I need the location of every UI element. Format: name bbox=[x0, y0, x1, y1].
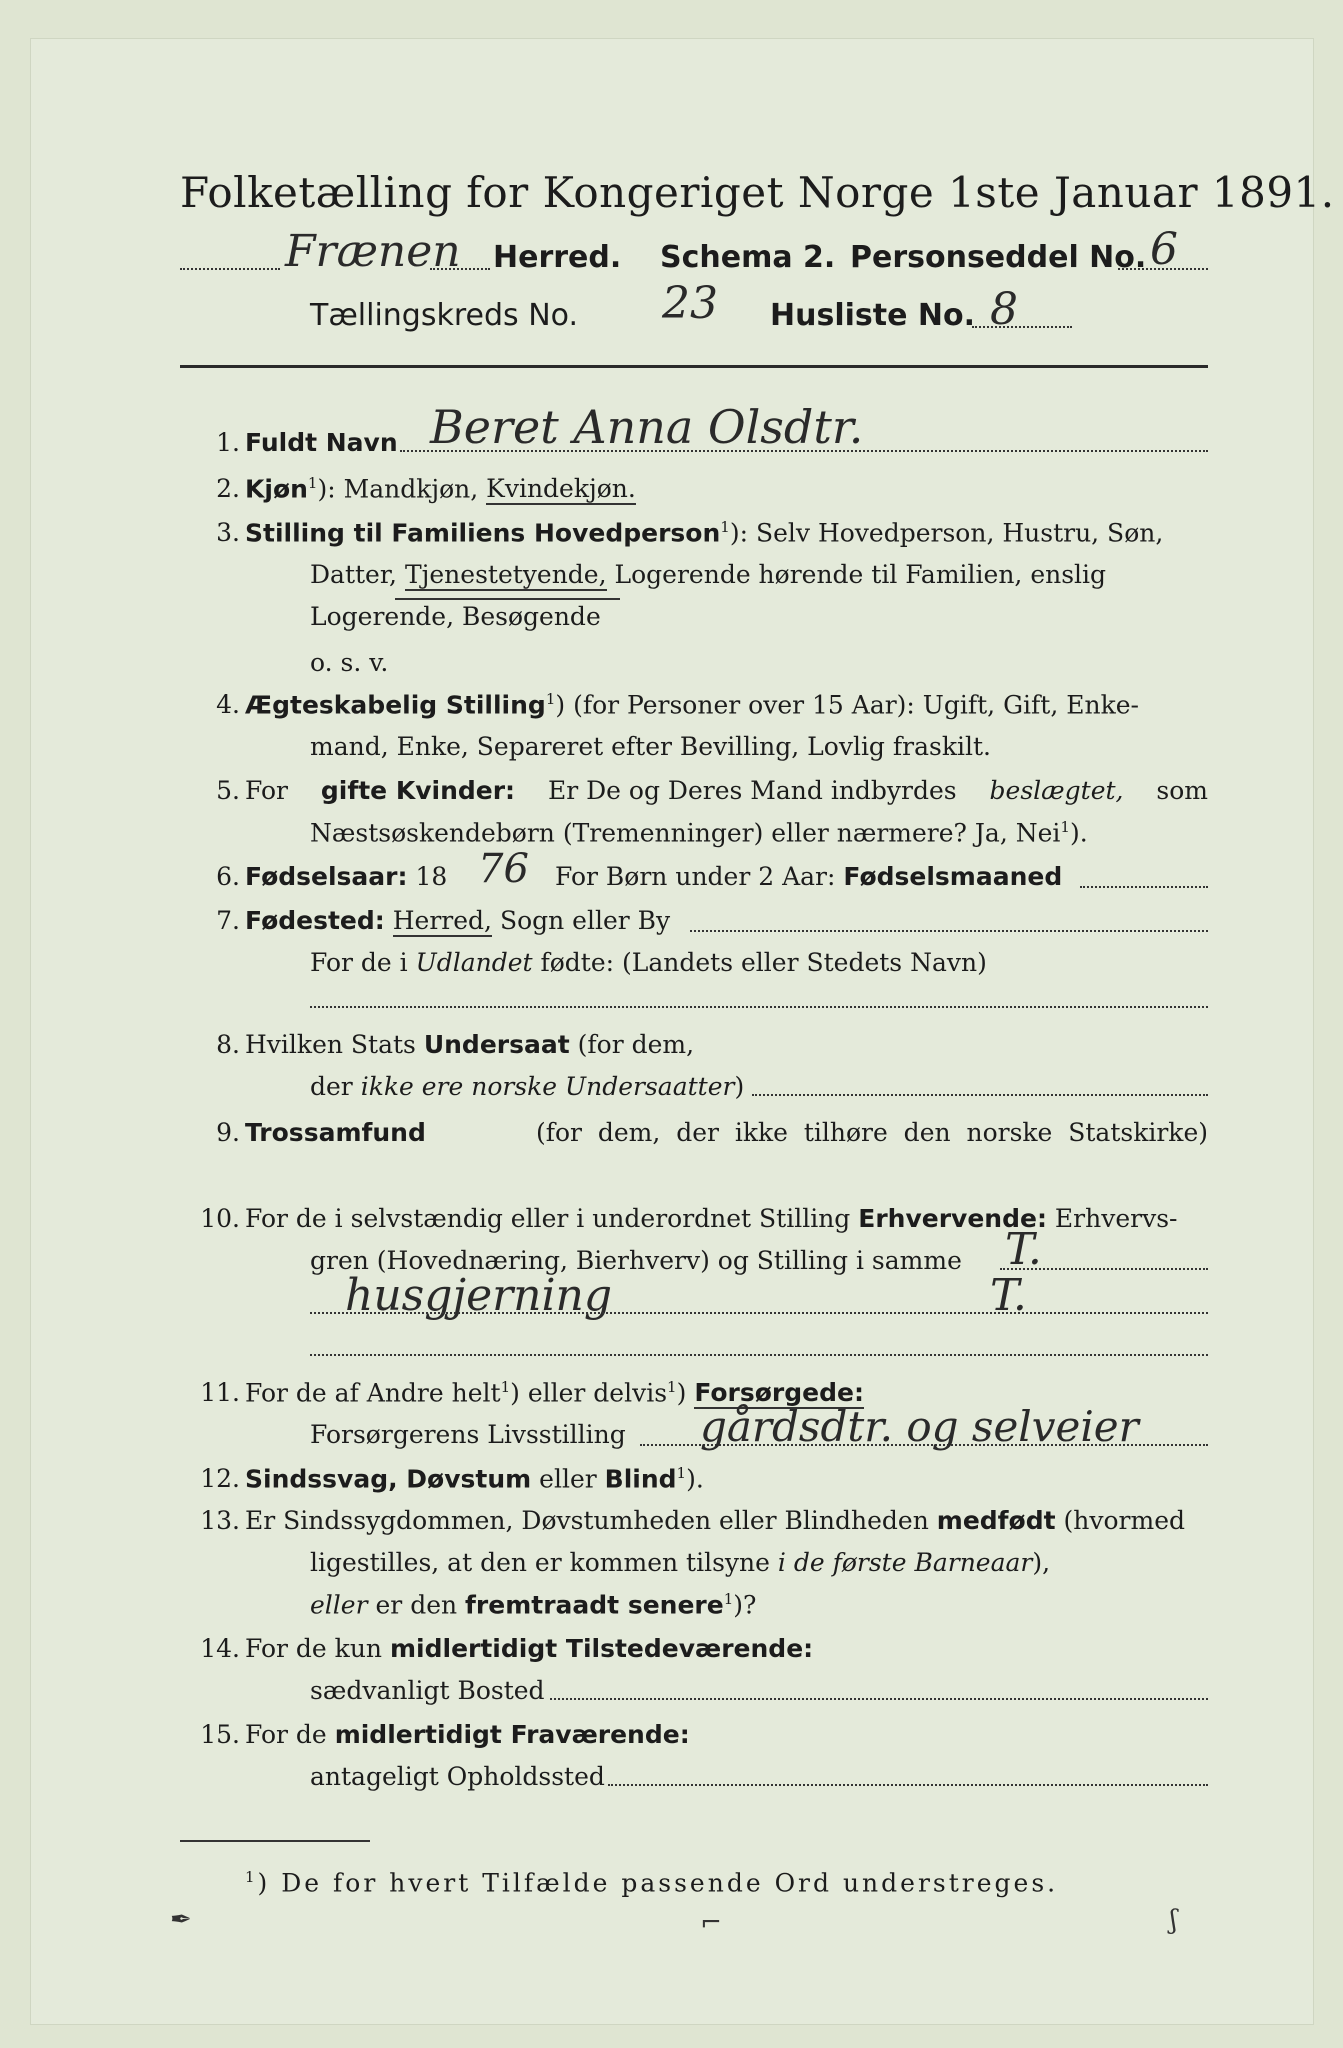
q8-line1 bbox=[245, 1030, 694, 1059]
dotted-leader bbox=[1000, 1268, 1208, 1270]
q6-prefix: 18 bbox=[415, 862, 448, 891]
q5-line2-text: Næstsøskendebørn (Tremenninger) eller nærmere? Ja, Nei bbox=[310, 818, 1061, 848]
q13-line3-b: er den bbox=[375, 1590, 458, 1620]
footnote-text: ) De for hvert Tilfælde passende Ord understreges. bbox=[257, 1868, 1059, 1898]
q14-b: midlertidigt Tilstedeværende: bbox=[389, 1634, 814, 1663]
q10-line2: gren (Hovednæring, Bierhverv) og Stilling i samme bbox=[310, 1246, 962, 1275]
husliste-value: 8 bbox=[990, 284, 1018, 335]
q11-d: Forsørgede: bbox=[694, 1378, 864, 1408]
q13-line1 bbox=[245, 1506, 1185, 1535]
dotted-leader bbox=[310, 1312, 1208, 1314]
q6-text: For Børn under 2 Aar: bbox=[555, 862, 836, 891]
q6-label2: Fødselsmaaned bbox=[843, 862, 1063, 891]
q4-label: Ægteskabelig Stilling bbox=[245, 690, 546, 720]
q10-c: Erhvervs- bbox=[1054, 1204, 1178, 1233]
q3-line3: Logerende, Besøgende bbox=[310, 602, 601, 631]
q15-b: midlertidigt Fraværende: bbox=[334, 1720, 690, 1749]
q9-number: 9. bbox=[216, 1118, 240, 1147]
q13-line3 bbox=[310, 1590, 756, 1619]
q13-line3-c: fremtraadt senere bbox=[465, 1590, 724, 1620]
ink-mark: ✒ bbox=[170, 1905, 192, 1935]
footnote bbox=[245, 1868, 1058, 1897]
q11-number: 11. bbox=[200, 1378, 240, 1407]
q13-line2 bbox=[310, 1548, 1050, 1577]
q5-sup: 1 bbox=[1060, 818, 1070, 836]
q14-a: For de kun bbox=[245, 1634, 383, 1663]
q1-number: 1. bbox=[216, 428, 240, 457]
ink-mark: ʃ bbox=[1170, 1905, 1178, 1935]
q10-a: For de i selvstændig eller i underordnet Stilling bbox=[245, 1204, 851, 1233]
q7-line2-a: For de i bbox=[310, 948, 408, 977]
dotted-leader bbox=[690, 930, 1208, 932]
q6-line bbox=[245, 862, 447, 891]
q13-end: )? bbox=[733, 1590, 757, 1620]
q4-line2: mand, Enke, Separeret efter Bevilling, Lovlig fraskilt. bbox=[310, 732, 991, 761]
form-title: Folketælling for Kongeriget Norge 1ste Januar 1891. bbox=[180, 168, 1335, 217]
header-divider bbox=[180, 365, 1208, 368]
q4-number: 4. bbox=[216, 690, 240, 719]
q1-value: Beret Anna Olsdtr. bbox=[430, 400, 864, 454]
q11-c: ) bbox=[676, 1378, 687, 1408]
q13-b: medfødt bbox=[936, 1506, 1056, 1535]
herred-value: Frænen bbox=[285, 226, 461, 277]
q5-line1 bbox=[245, 776, 1208, 805]
q2-text-a: ): Mandkjøn, bbox=[317, 474, 479, 504]
q2-label: Kjøn bbox=[245, 474, 308, 504]
q11-value: gårdsdtr. og selveier bbox=[700, 1402, 1139, 1451]
q7-b: Sogn eller By bbox=[499, 906, 671, 935]
q13-sup: 1 bbox=[723, 1590, 734, 1608]
schema-label: Schema 2. bbox=[660, 240, 836, 275]
q15-a: For de bbox=[245, 1720, 327, 1749]
personseddel-value: 6 bbox=[1150, 224, 1178, 275]
husliste-label: Husliste No. bbox=[770, 298, 975, 333]
q12-a: eller bbox=[539, 1464, 597, 1494]
q7-line2-c: fødte: (Landets eller Stedets Navn) bbox=[540, 948, 987, 977]
footnote-sup: 1 bbox=[245, 1868, 258, 1886]
q3-line1 bbox=[245, 518, 1163, 547]
q14-line1 bbox=[245, 1634, 813, 1663]
q13-line2-c: ), bbox=[1032, 1548, 1051, 1577]
q8-line2 bbox=[310, 1072, 744, 1101]
personseddel-label: Personseddel No. bbox=[850, 240, 1147, 275]
q11-b: ) eller delvis bbox=[510, 1378, 668, 1408]
q13-line3-a: eller bbox=[310, 1590, 368, 1620]
q8-c: (for dem, bbox=[577, 1030, 695, 1059]
q13-line2-a: ligestilles, at den er kommen tilsyne bbox=[310, 1548, 770, 1577]
q12-sup: 1 bbox=[676, 1464, 687, 1482]
q3-line2-c: Logerende hørende til Familien, enslig bbox=[614, 560, 1107, 589]
kreds-value: 23 bbox=[662, 278, 718, 329]
q15-number: 15. bbox=[200, 1720, 240, 1749]
q3-underline-stroke bbox=[395, 598, 620, 600]
q5-c: Er De og Deres Mand indbyrdes bbox=[547, 776, 957, 805]
q3-label: Stilling til Familiens Hovedperson bbox=[245, 518, 721, 548]
q3-line4: o. s. v. bbox=[310, 648, 389, 677]
q11-sup1: 1 bbox=[500, 1378, 511, 1396]
q6-label: Fødselsaar: bbox=[245, 862, 408, 891]
q3-line1-text: ): Selv Hovedperson, Hustru, Søn, bbox=[729, 518, 1164, 548]
q12-b: Blind bbox=[604, 1464, 677, 1494]
q10-value1: T. bbox=[1005, 1224, 1042, 1275]
q12-line bbox=[245, 1464, 704, 1493]
q8-a: Hvilken Stats bbox=[245, 1030, 416, 1059]
q13-number: 13. bbox=[200, 1506, 240, 1535]
q5-e: som bbox=[1156, 776, 1208, 805]
q8-line2-b: ikke ere norske Undersaatter bbox=[360, 1072, 735, 1101]
q12-number: 12. bbox=[200, 1464, 240, 1493]
q12-label: Sindssvag, Døvstum bbox=[245, 1464, 532, 1494]
q2-number: 2. bbox=[216, 474, 240, 503]
q7-line1 bbox=[245, 906, 670, 935]
q5-b: gifte Kvinder: bbox=[320, 776, 516, 805]
dotted-leader bbox=[608, 1784, 1208, 1786]
dotted-leader bbox=[1080, 886, 1208, 888]
dotted-leader bbox=[1118, 268, 1208, 270]
q12-end: ). bbox=[686, 1464, 704, 1494]
q8-line2-c: ) bbox=[734, 1072, 745, 1101]
q7-a: Herred, bbox=[392, 906, 492, 935]
q13-a: Er Sindssygdommen, Døvstumheden eller Blindheden bbox=[245, 1506, 929, 1535]
q5-end: ). bbox=[1069, 818, 1088, 848]
ink-mark: ⌐ bbox=[700, 1908, 722, 1938]
q14-number: 14. bbox=[200, 1634, 240, 1663]
q2-sup: 1 bbox=[307, 474, 318, 492]
q13-line2-b: i de første Barneaar bbox=[777, 1548, 1033, 1577]
q11-a: For de af Andre helt bbox=[245, 1378, 501, 1408]
q3-number: 3. bbox=[216, 518, 240, 547]
q11-sup2: 1 bbox=[667, 1378, 677, 1396]
q13-c: (hvormed bbox=[1063, 1506, 1186, 1535]
q5-d: beslægtet, bbox=[989, 776, 1124, 805]
dotted-leader bbox=[972, 326, 1072, 328]
q3-line2-a: Datter, bbox=[310, 560, 397, 589]
q5-a: For bbox=[245, 776, 288, 805]
q14-line2: sædvanligt Bosted bbox=[310, 1676, 545, 1705]
q2-line bbox=[245, 474, 636, 503]
q9-label: Trossamfund bbox=[245, 1118, 426, 1147]
q3-line2-b: Tjenestetyende, bbox=[404, 560, 607, 589]
q7-line2 bbox=[310, 948, 987, 977]
q4-line1 bbox=[245, 690, 1139, 719]
dotted-leader bbox=[550, 1698, 1208, 1700]
q15-line2: antageligt Opholdssted bbox=[310, 1762, 605, 1791]
q7-label: Fødested: bbox=[245, 906, 385, 935]
q11-line2: Forsørgerens Livsstilling bbox=[310, 1420, 626, 1449]
q6-value: 76 bbox=[478, 846, 529, 892]
q8-line2-a: der bbox=[310, 1072, 353, 1101]
dotted-leader bbox=[310, 1354, 1208, 1356]
herred-label: Herred. bbox=[493, 240, 622, 275]
q7-number: 7. bbox=[216, 906, 240, 935]
q8-number: 8. bbox=[216, 1030, 240, 1059]
q3-sup: 1 bbox=[720, 518, 730, 536]
q10-value3: T. bbox=[990, 1270, 1027, 1321]
q2-text-b: Kvindekjøn. bbox=[486, 474, 636, 504]
dotted-leader bbox=[752, 1094, 1208, 1096]
q10-b: Erhvervende: bbox=[858, 1204, 1047, 1233]
q10-value2: husgjerning bbox=[345, 1270, 613, 1321]
q6-number: 6. bbox=[216, 862, 240, 891]
footnote-rule bbox=[180, 1840, 370, 1842]
q10-number: 10. bbox=[200, 1204, 240, 1233]
q6-rest bbox=[555, 862, 1062, 891]
q9-text: (for dem, der ikke tilhøre den norske Statskirke) bbox=[535, 1118, 1208, 1147]
kreds-label: Tællingskreds No. bbox=[310, 298, 578, 333]
q1-label: Fuldt Navn bbox=[245, 428, 398, 457]
q7-line2-b: Udlandet bbox=[415, 948, 533, 977]
dotted-leader bbox=[400, 450, 1208, 452]
q3-line2 bbox=[310, 560, 1106, 589]
q4-sup: 1 bbox=[545, 690, 556, 708]
q4-line1-text: ) (for Personer over 15 Aar): Ugift, Gift, Enke- bbox=[555, 690, 1139, 720]
dotted-leader bbox=[180, 268, 280, 270]
dotted-leader bbox=[310, 1006, 1208, 1008]
dotted-leader bbox=[430, 268, 490, 270]
q5-line2 bbox=[310, 818, 1088, 847]
q9-line bbox=[245, 1118, 1208, 1147]
q5-number: 5. bbox=[216, 776, 240, 805]
q15-line1 bbox=[245, 1720, 690, 1749]
q8-b: Undersaat bbox=[423, 1030, 570, 1059]
